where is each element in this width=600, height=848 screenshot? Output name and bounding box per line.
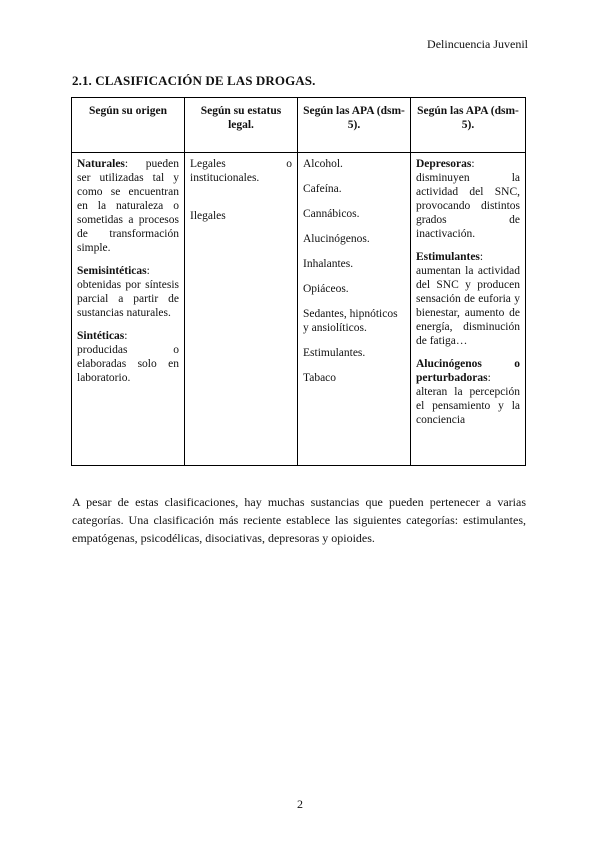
apa-list-item: Cannábicos.	[303, 208, 360, 221]
classification-table	[71, 97, 526, 466]
origin-term: Sintéticas	[77, 330, 125, 343]
column-header-apa: Según las APA (dsm-5).	[298, 98, 411, 153]
effect-desc: : aumentan la actividad del SNC y producen sensación de euforia y bienestar, aumento de energía, disminución de fatiga…	[416, 251, 520, 348]
page-number: 2	[297, 797, 303, 811]
origin-desc: : producidas o elaboradas solo en laboratorio.	[77, 330, 179, 385]
cell-apa-effects	[411, 153, 526, 466]
running-header: Delincuencia Juvenil	[427, 37, 528, 51]
column-header-apa-effects: Según las APA (dsm-5).	[411, 98, 526, 153]
origin-term: Semisintéticas	[77, 265, 147, 278]
apa-list-item: Sedantes, hipnóticos y ansiolíticos.	[303, 308, 398, 335]
effect-entry	[416, 250, 520, 348]
cell-origin	[72, 153, 185, 466]
origin-term: Naturales	[77, 158, 125, 170]
column-header-origin: Según su origen	[72, 98, 185, 153]
origin-desc: : obtenidas por síntesis parcial a partir de sustancias naturales.	[77, 265, 179, 320]
effect-term: Estimulantes	[416, 251, 480, 264]
apa-list-item: Alcohol.	[303, 158, 343, 170]
cell-apa-list	[298, 153, 411, 466]
table-row	[72, 153, 526, 466]
apa-list-item: Opiáceos.	[303, 283, 349, 296]
origin-entry	[77, 329, 179, 385]
apa-list-item: Estimulantes.	[303, 347, 366, 360]
table-header-row	[72, 98, 526, 153]
body-paragraph: A pesar de estas clasificaciones, hay muchas sustancias que pueden pertenecer a varias categorías. Una clasificación más reciente establece las siguientes categorías: estimulantes, empatógenas, psicodélicas, disociativas, depresoras y opioides.	[72, 495, 526, 545]
legal-status-item: Ilegales	[190, 210, 226, 223]
cell-legal-status	[185, 153, 298, 466]
effect-term: Alucinógenos o perturbadoras	[416, 358, 520, 385]
effect-entry	[416, 357, 520, 427]
effect-term: Depresoras	[416, 158, 472, 170]
apa-list-item: Alucinógenos.	[303, 233, 370, 246]
origin-entry	[77, 157, 179, 255]
effect-desc: : disminuyen la actividad del SNC, provocando distintos grados de inactivación.	[416, 158, 520, 241]
column-header-legal-status: Según su estatus legal.	[185, 98, 298, 153]
legal-status-item: Legales o institucionales.	[190, 158, 292, 185]
origin-entry	[77, 264, 179, 320]
apa-list-item: Cafeína.	[303, 183, 342, 196]
section-title: 2.1. CLASIFICACIÓN DE LAS DROGAS.	[72, 73, 316, 88]
apa-list-item: Tabaco	[303, 372, 337, 385]
effect-desc: : alteran la percepción el pensamiento y la conciencia	[416, 372, 520, 427]
effect-entry	[416, 157, 520, 241]
origin-desc: : pueden ser utilizadas tal y como se encuentran en la naturaleza o sometidas a procesos de transformación simple.	[77, 158, 179, 255]
apa-list-item: Inhalantes.	[303, 258, 354, 271]
